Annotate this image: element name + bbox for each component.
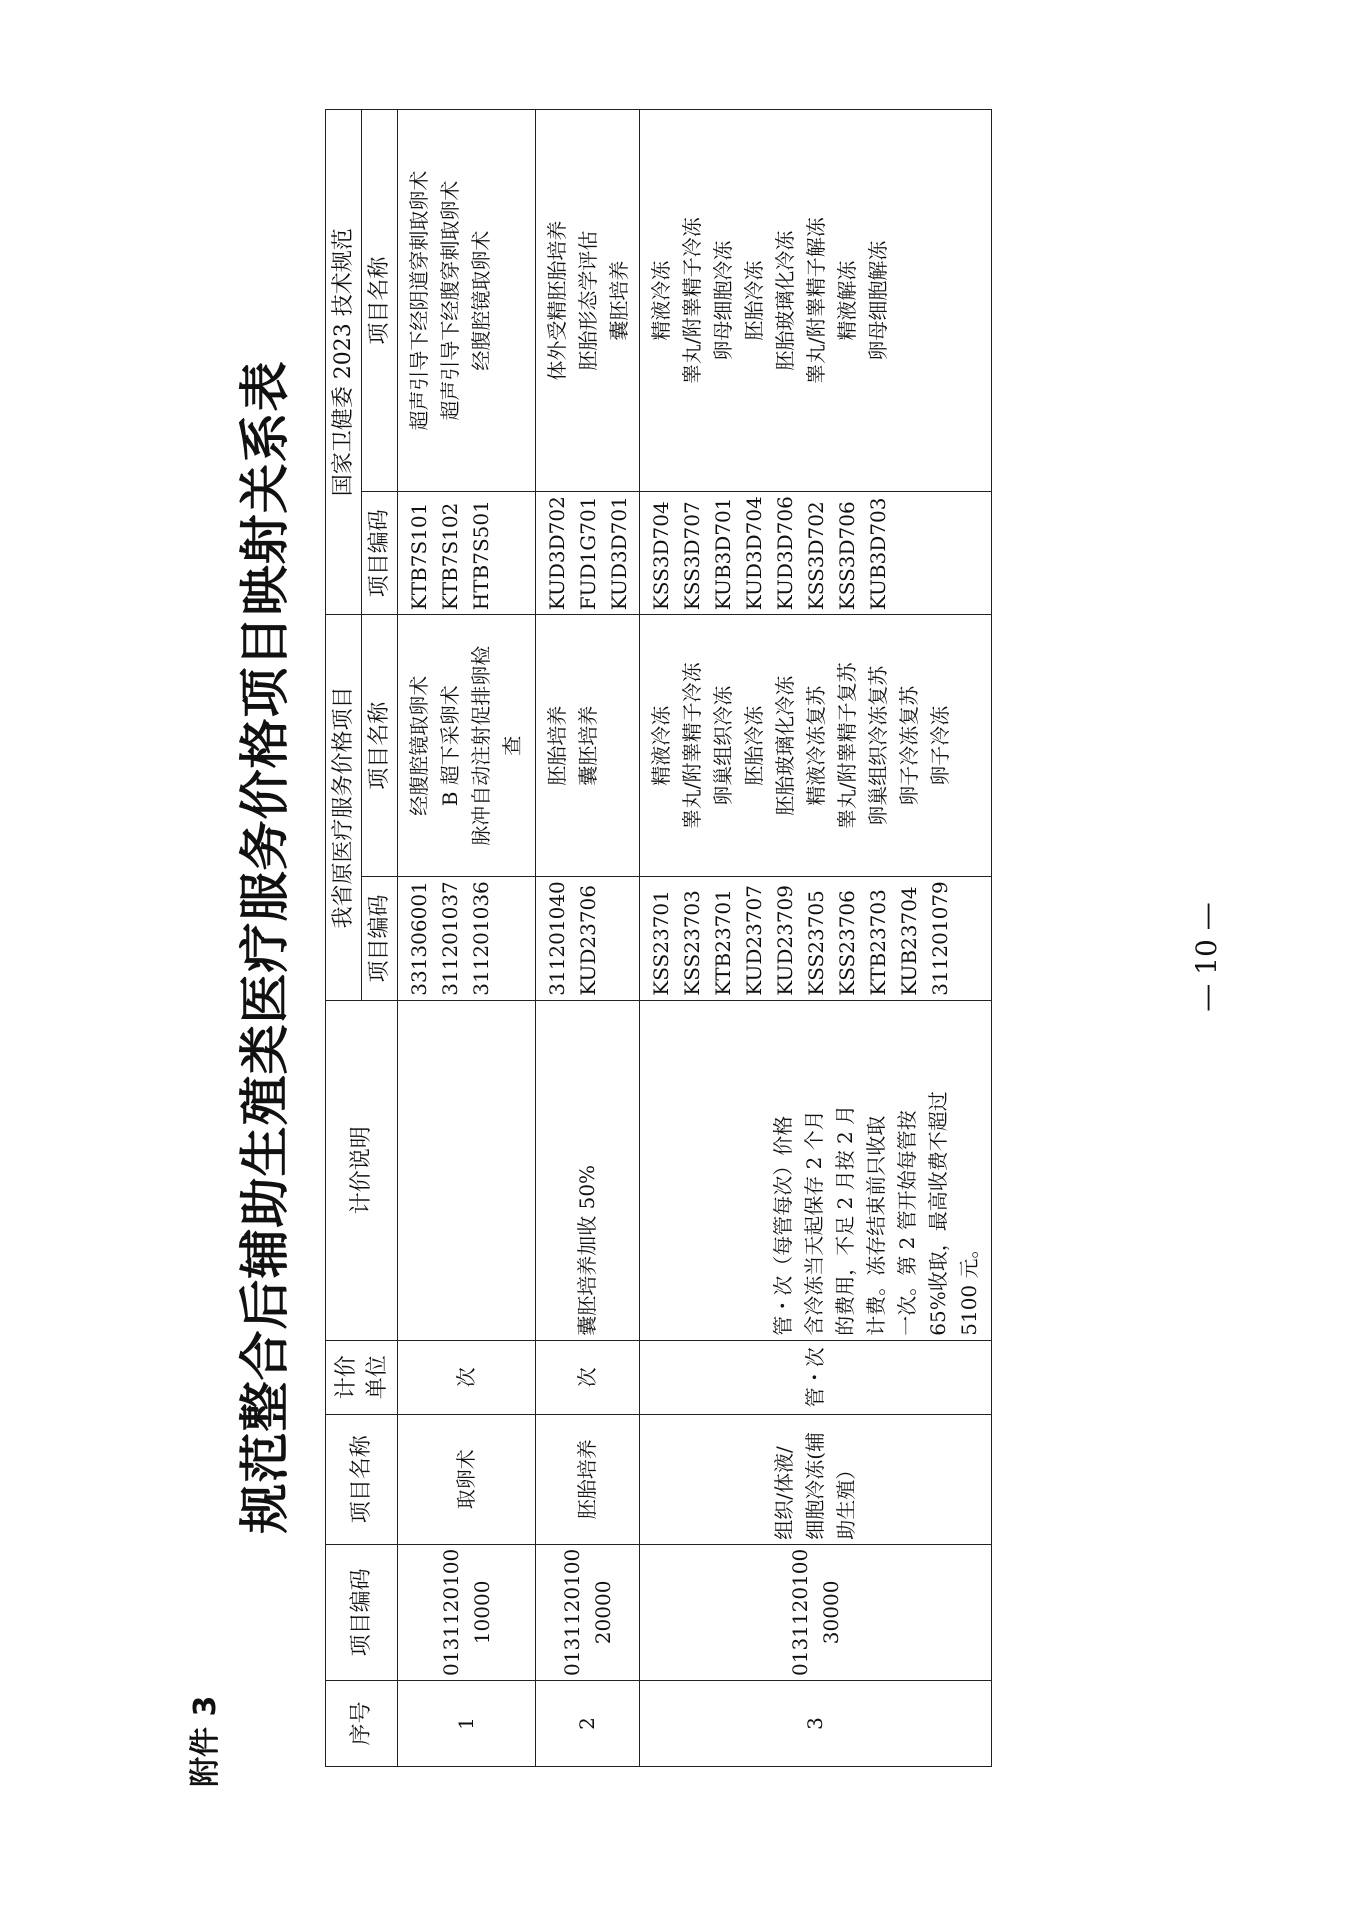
row2-name: 胚胎培养 [536,1414,640,1544]
row2-seq: 2 [536,1681,640,1767]
row3-provincial-name-6: 精液冷冻复苏 [804,685,828,806]
row2-national-codes [536,492,640,615]
row3-national-code-1: KSS3D704 [649,501,673,611]
row2-national-name-2: 胚胎形态学评估 [576,230,600,371]
row3-provincial-code-5: KUD23709 [773,885,797,996]
row1-national-code-2: KTB7S102 [438,502,462,611]
row3-provincial-code-3: KTB23701 [711,889,735,996]
row1-unit: 次 [398,1340,536,1414]
row2-national-code-1: KUD3D702 [545,496,569,611]
row3-provincial-code-9: KUB23704 [897,886,921,996]
row3-name [640,1414,992,1544]
row2-code [536,1544,640,1680]
row3-national-code-3: KUB3D701 [711,497,735,611]
row2-provincial-names [536,615,640,877]
row3-national-code-4: KUD3D704 [742,496,766,611]
header-seq: 序号 [326,1681,398,1767]
row3-provincial-names [640,615,992,877]
row3-code-line-1: 0131120100 [787,1548,812,1676]
row2-provincial-codes [536,877,640,1001]
row1-note [398,1000,536,1340]
row3-provincial-code-8: KTB23703 [866,889,890,996]
row3-name-line-3: 助生殖） [834,1459,858,1540]
header-code: 项目编码 [326,1544,398,1680]
row1-provincial-codes [398,877,536,1001]
row1-provincial-name-1: 经腹腔镜取卵术 [407,675,431,816]
table-row [536,110,640,1767]
row3-national-name-4: 胚胎冷冻 [742,260,766,341]
table-row [398,110,536,1767]
row1-seq: 1 [398,1681,536,1767]
row3-national-name-2: 睾丸/附睾精子冷冻 [680,217,704,385]
row2-note: 囊胚培养加收 50% [536,1000,640,1340]
row3-seq: 3 [640,1681,992,1767]
row3-name-line-1: 组织/体液/ [772,1446,796,1540]
row3-unit: 管・次 [640,1340,992,1414]
row3-provincial-code-7: KSS23706 [835,890,859,996]
row3-national-name-5: 胚胎玻璃化冷冻 [773,230,797,371]
row1-provincial-name-4: 查 [500,735,524,756]
row1-code-line-2: 10000 [469,1580,494,1645]
row2-national-code-2: FUD1G701 [576,496,600,611]
row2-national-name-3: 囊胚培养 [607,260,631,341]
row2-unit: 次 [536,1340,640,1414]
header-name: 项目名称 [326,1414,398,1544]
row3-provincial-name-1: 精液冷冻 [649,705,673,786]
mapping-table [325,109,992,1767]
page-title: 规范整合后辅助生殖类医疗服务价格项目映射关系表 [236,360,294,1534]
header-national-group: 国家卫健委 2023 技术规范 [326,110,362,615]
row1-provincial-names [398,615,536,877]
row3-provincial-codes [640,877,992,1001]
row2-provincial-name-1: 胚胎培养 [545,705,569,786]
row1-provincial-code-3: 311201036 [469,881,493,996]
row3-national-code-2: KSS3D707 [680,501,704,611]
row3-note-line-1: 管・次（每管每次）价格 [771,1115,795,1336]
row2-code-line-2: 20000 [590,1580,615,1645]
row3-note-line-2: 含冷冻当天起保存 2 个月 [802,1110,826,1336]
row2-code-line-1: 0131120100 [559,1548,584,1676]
row1-national-names [398,110,536,492]
row1-code [398,1544,536,1680]
row3-provincial-name-4: 胚胎冷冻 [742,705,766,786]
header-national-code: 项目编码 [362,492,398,615]
row3-national-name-8: 卵母细胞解冻 [866,240,890,361]
row3-national-name-1: 精液冷冻 [649,260,673,341]
row1-national-name-3: 经腹腔镜取卵术 [469,230,493,371]
row1-national-code-3: HTB7S501 [469,500,493,611]
row3-note [640,1000,992,1340]
row1-national-name-1: 超声引导下经阴道穿刺取卵术 [407,170,431,431]
header-row-1 [326,110,362,1767]
row3-provincial-name-7: 睾丸/附睾精子复苏 [835,662,859,830]
page-number: — 10 — [1190,902,1223,1012]
row3-note-line-5: 一次。第 2 管开始每管按 [895,1110,919,1336]
row3-national-name-3: 卵母细胞冷冻 [711,240,735,361]
row3-national-code-6: KSS3D702 [804,501,828,611]
row2-provincial-code-1: 311201040 [545,881,569,996]
header-provincial-name: 项目名称 [362,615,398,877]
row3-national-name-6: 睾丸/附睾精子解冻 [804,217,828,385]
row3-provincial-code-6: KSS23705 [804,890,828,996]
row3-national-names [640,110,992,492]
row3-national-codes [640,492,992,615]
row1-national-name-2: 超声引导下经腹穿刺取卵术 [438,180,462,421]
row3-national-name-7: 精液解冻 [835,260,859,341]
row1-code-line-1: 0131120100 [438,1548,463,1676]
row1-provincial-code-2: 311201037 [438,881,462,996]
row1-name: 取卵术 [398,1414,536,1544]
header-unit-line-2: 单位 [364,1355,390,1400]
row3-national-code-5: KUD3D706 [773,496,797,611]
row3-code [640,1544,992,1680]
row2-national-code-3: KUD3D701 [607,496,631,611]
row1-provincial-name-3: 脉冲自动注射促排卵检 [469,645,493,846]
row3-name-line-2: 细胞冷冻(辅 [803,1431,827,1540]
row3-code-line-2: 30000 [818,1580,843,1645]
row3-provincial-name-3: 卵巢组织冷冻 [711,685,735,806]
row1-provincial-name-2: B 超下采卵术 [438,685,462,807]
row3-provincial-name-9: 卵子冷冻复苏 [897,685,921,806]
row2-national-name-1: 体外受精胚胎培养 [545,220,569,381]
row3-provincial-name-8: 卵巢组织冷冻复苏 [866,665,890,826]
row2-provincial-code-2: KUD23706 [576,885,600,996]
header-unit [326,1340,398,1414]
row3-note-line-4: 计费。冻存结束前只收取 [864,1115,888,1336]
row1-provincial-code-1: 331306001 [407,881,431,996]
header-provincial-group: 我省原医疗服务价格项目 [326,615,362,1001]
attachment-label: 附件 3 [188,1695,223,1787]
row3-provincial-name-2: 睾丸/附睾精子冷冻 [680,662,704,830]
row1-national-codes [398,492,536,615]
row3-provincial-code-2: KSS23703 [680,890,704,996]
row3-note-line-6: 65%收取，最高收费不超过 [926,1091,950,1336]
row3-note-line-7: 5100 元。 [957,1238,981,1336]
row3-provincial-code-4: KUD23707 [742,885,766,996]
row3-provincial-name-10: 卵子冷冻 [928,705,952,786]
table-row [640,110,992,1767]
header-unit-line-1: 计价 [333,1355,359,1400]
row3-provincial-code-10: 311201079 [928,881,952,996]
row2-provincial-name-2: 囊胚培养 [576,705,600,786]
header-national-name: 项目名称 [362,110,398,492]
header-pricing-note: 计价说明 [326,1000,398,1340]
header-provincial-code: 项目编码 [362,877,398,1001]
row1-national-code-1: KTB7S101 [407,502,431,611]
row3-note-line-3: 的费用，不足 2 月按 2 月 [833,1104,857,1336]
row3-provincial-name-5: 胚胎玻璃化冷冻 [773,675,797,816]
row3-provincial-code-1: KSS23701 [649,890,673,996]
row3-national-code-8: KUB3D703 [866,497,890,611]
row3-national-code-7: KSS3D706 [835,501,859,611]
row2-national-names [536,110,640,492]
